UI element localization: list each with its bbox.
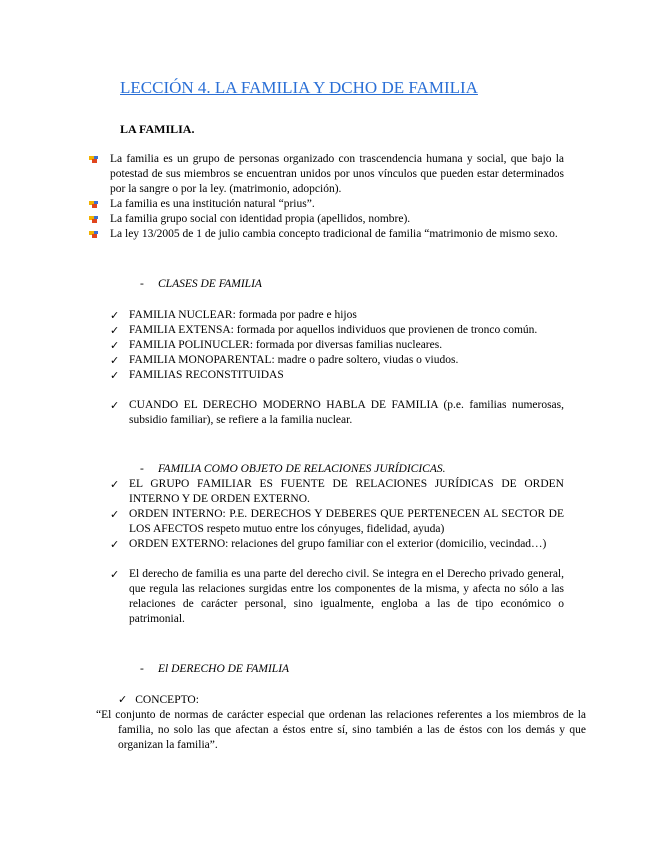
check-text: El derecho de familia es una parte del derecho civil. Se integra en el Derecho privado general, que regula las relaciones surgidas entre los componentes de la misma, y afecta no sólo a las relaciones de carácter personal, sino igualmente, engloba a las de tipo económico o patrimonial. [129,568,564,625]
clases-heading [140,277,262,292]
bullet-text: La familia es una institución natural “prius”. [110,198,315,210]
check-text: FAMILIA POLINUCLER: formada por diversas familias nucleares. [129,339,443,351]
bullet-text: La ley 13/2005 de 1 de julio cambia concepto tradicional de familia “matrimonio de mismo sexo. [110,228,558,240]
familia-bullet-list [88,152,564,242]
list-item [88,212,564,227]
check-icon: ✓ [110,478,120,491]
check-text: FAMILIA EXTENSA: formada por aquellos individuos que provienen de tronco común. [129,324,538,336]
check-text: ORDEN INTERNO: P.E. DERECHOS Y DEBERES QUE PERTENECEN AL SECTOR DE LOS AFECTOS respeto mutuo entre los cónyuges, fidelidad, ayuda) [129,508,564,535]
list-item [110,308,564,323]
family-bullet-icon [88,215,100,225]
derecho-heading [140,662,289,677]
list-item [110,507,564,537]
check-text: FAMILIAS RECONSTITUIDAS [129,369,284,381]
family-bullet-icon [88,230,100,240]
dash-marker: - [140,463,144,475]
list-item [110,368,564,383]
lesson-title: LECCIÓN 4. LA FAMILIA Y DCHO DE FAMILIA [120,78,478,97]
concepto-quote: “El conjunto de normas de carácter especial que ordenan las relaciones referentes a los miembros de la familia, no solo las que afectan a éstos entre sí, sino también a las de éstos con los demás y que organizan la familia”. [96,709,586,751]
list-item [110,323,564,338]
dash-marker: - [140,663,144,675]
check-icon: ✓ [110,339,120,352]
list-item [110,477,564,507]
check-text: FAMILIA NUCLEAR: formada por padre e hijos [129,309,357,321]
check-icon: ✓ [110,354,120,367]
check-icon: ✓ [110,399,120,412]
check-text: ORDEN EXTERNO: relaciones del grupo familiar con el exterior (domicilio, vecindad…) [129,538,547,550]
spacer [110,552,564,567]
bullet-text: La familia grupo social con identidad propia (apellidos, nombre). [110,213,411,225]
bullet-text: La familia es un grupo de personas organizado con trascendencia humana y social, que bajo la potestad de sus miembros se encuentran unidos por unos vínculos que pueden estar determinados por la sangre o por la ley. (matrimonio, adopción). [110,153,564,195]
check-icon: ✓ [110,538,120,551]
clases-list [110,308,564,428]
list-item [88,197,564,212]
family-bullet-icon [88,200,100,210]
check-icon: ✓ [110,568,120,581]
check-icon: ✓ [110,508,120,521]
list-item [110,338,564,353]
check-icon: ✓ [118,693,128,706]
section-heading-familia: LA FAMILIA. [120,122,195,136]
objeto-heading-text: FAMILIA COMO OBJETO DE RELACIONES JURÍDICICAS. [158,463,446,475]
list-item [88,227,564,242]
check-text: CUANDO EL DERECHO MODERNO HABLA DE FAMILIA (p.e. familias numerosas, subsidio familiar), se refiere a la familia nuclear. [129,399,564,426]
clases-heading-text: CLASES DE FAMILIA [158,278,262,290]
dash-marker: - [140,278,144,290]
concepto-text: CONCEPTO: [135,694,199,706]
check-text: EL GRUPO FAMILIAR ES FUENTE DE RELACIONES JURÍDICAS DE ORDEN INTERNO Y DE ORDEN EXTERNO. [129,478,564,505]
family-bullet-icon [88,155,100,165]
list-item [110,537,564,552]
check-text: FAMILIA MONOPARENTAL: madre o padre soltero, viudas o viudos. [129,354,459,366]
check-icon: ✓ [110,369,120,382]
objeto-heading [140,462,445,477]
spacer [110,383,564,398]
objeto-list [110,477,564,627]
list-item [110,398,564,428]
list-item [110,353,564,368]
list-item [88,152,564,197]
check-icon: ✓ [110,309,120,322]
list-item [110,567,564,627]
concepto-label [118,692,199,708]
derecho-heading-text: El DERECHO DE FAMILIA [158,663,290,675]
check-icon: ✓ [110,324,120,337]
